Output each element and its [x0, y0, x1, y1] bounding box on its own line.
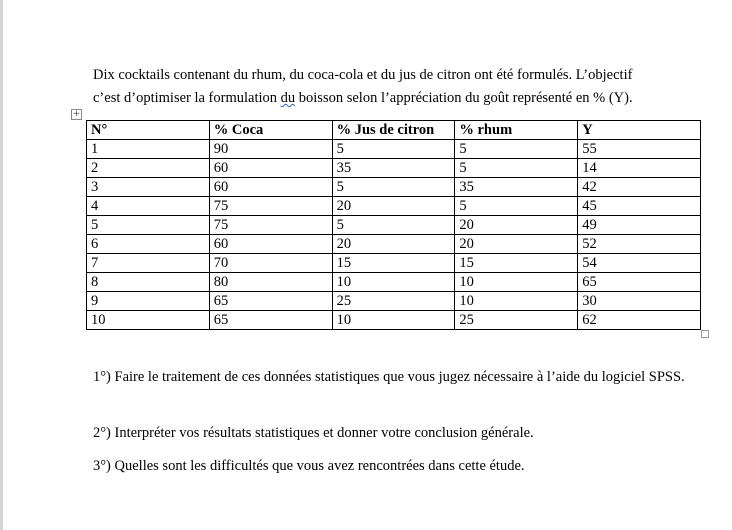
table-cell: 60 — [209, 178, 332, 197]
table-cell: 65 — [578, 273, 701, 292]
table-cell: 10 — [332, 273, 455, 292]
table-move-handle-icon[interactable]: + — [72, 109, 81, 119]
table-cell: 65 — [209, 292, 332, 311]
table-row — [87, 311, 701, 330]
table-cell: 5 — [455, 140, 578, 159]
table-cell: 5 — [87, 216, 210, 235]
grammar-flag[interactable]: du — [280, 90, 296, 106]
table-cell: 20 — [332, 235, 455, 254]
intro-text: c’est d’optimiser la formulation — [93, 90, 281, 106]
table-cell: 60 — [209, 159, 332, 178]
table-cell: 25 — [455, 311, 578, 330]
table-row — [87, 178, 701, 197]
table-cell: 65 — [209, 311, 332, 330]
table-cell: 80 — [209, 273, 332, 292]
table-cell: 35 — [455, 178, 578, 197]
table-cell: 60 — [209, 235, 332, 254]
table-cell: 5 — [332, 216, 455, 235]
table-cell: 5 — [455, 159, 578, 178]
table-cell: 2 — [87, 159, 210, 178]
table-cell: 10 — [455, 273, 578, 292]
question-2: 2°) Interpréter vos résultats statistiques et donner votre conclusion générale. — [93, 425, 534, 441]
table-row — [87, 140, 701, 159]
page-left-edge — [0, 0, 3, 530]
table-cell: 75 — [209, 216, 332, 235]
table-row — [87, 159, 701, 178]
table-cell: 52 — [578, 235, 701, 254]
table-cell: 20 — [455, 216, 578, 235]
question-3: 3°) Quelles sont les difficultés que vous avez rencontrées dans cette étude. — [93, 458, 525, 474]
table-cell: 14 — [578, 159, 701, 178]
table-cell: 6 — [87, 235, 210, 254]
intro-text: boisson selon l’appréciation du goût représenté en % (Y). — [295, 90, 633, 106]
table-cell: 62 — [578, 311, 701, 330]
question-1: 1°) Faire le traitement de ces données statistiques que vous jugez nécessaire à l’aide du logiciel SPSS. — [93, 369, 685, 385]
table-cell: 25 — [332, 292, 455, 311]
column-header: % rhum — [455, 121, 578, 140]
table-cell: 5 — [332, 140, 455, 159]
table-cell: 75 — [209, 197, 332, 216]
column-header: Y — [578, 121, 701, 140]
intro-line-2 — [93, 87, 703, 110]
table-cell: 15 — [455, 254, 578, 273]
table-cell: 35 — [332, 159, 455, 178]
intro-line-1: Dix cocktails contenant du rhum, du coca-cola et du jus de citron ont été formulés. L’objectif — [93, 67, 633, 83]
table-cell: 5 — [455, 197, 578, 216]
table-cell: 4 — [87, 197, 210, 216]
table-cell: 20 — [455, 235, 578, 254]
table-cell: 54 — [578, 254, 701, 273]
table-resize-handle[interactable] — [701, 330, 709, 338]
table-cell: 42 — [578, 178, 701, 197]
table-cell: 5 — [332, 178, 455, 197]
table-header-row — [87, 121, 701, 140]
table-cell: 10 — [332, 311, 455, 330]
column-header: % Jus de citron — [332, 121, 455, 140]
intro-paragraph — [93, 64, 703, 110]
table-cell: 55 — [578, 140, 701, 159]
table-row — [87, 254, 701, 273]
table-cell: 3 — [87, 178, 210, 197]
table-row — [87, 273, 701, 292]
table-cell: 30 — [578, 292, 701, 311]
table-cell: 90 — [209, 140, 332, 159]
table-cell: 20 — [332, 197, 455, 216]
table-cell: 70 — [209, 254, 332, 273]
table-row — [87, 197, 701, 216]
table-cell: 1 — [87, 140, 210, 159]
table-cell: 8 — [87, 273, 210, 292]
table-cell: 15 — [332, 254, 455, 273]
column-header: % Coca — [209, 121, 332, 140]
table-cell: 10 — [455, 292, 578, 311]
table-cell: 10 — [87, 311, 210, 330]
table-row — [87, 216, 701, 235]
column-header: N° — [87, 121, 210, 140]
table-cell: 49 — [578, 216, 701, 235]
table-row — [87, 292, 701, 311]
table-cell: 45 — [578, 197, 701, 216]
table-row — [87, 235, 701, 254]
table-cell: 7 — [87, 254, 210, 273]
data-table — [86, 120, 701, 330]
table-cell: 9 — [87, 292, 210, 311]
